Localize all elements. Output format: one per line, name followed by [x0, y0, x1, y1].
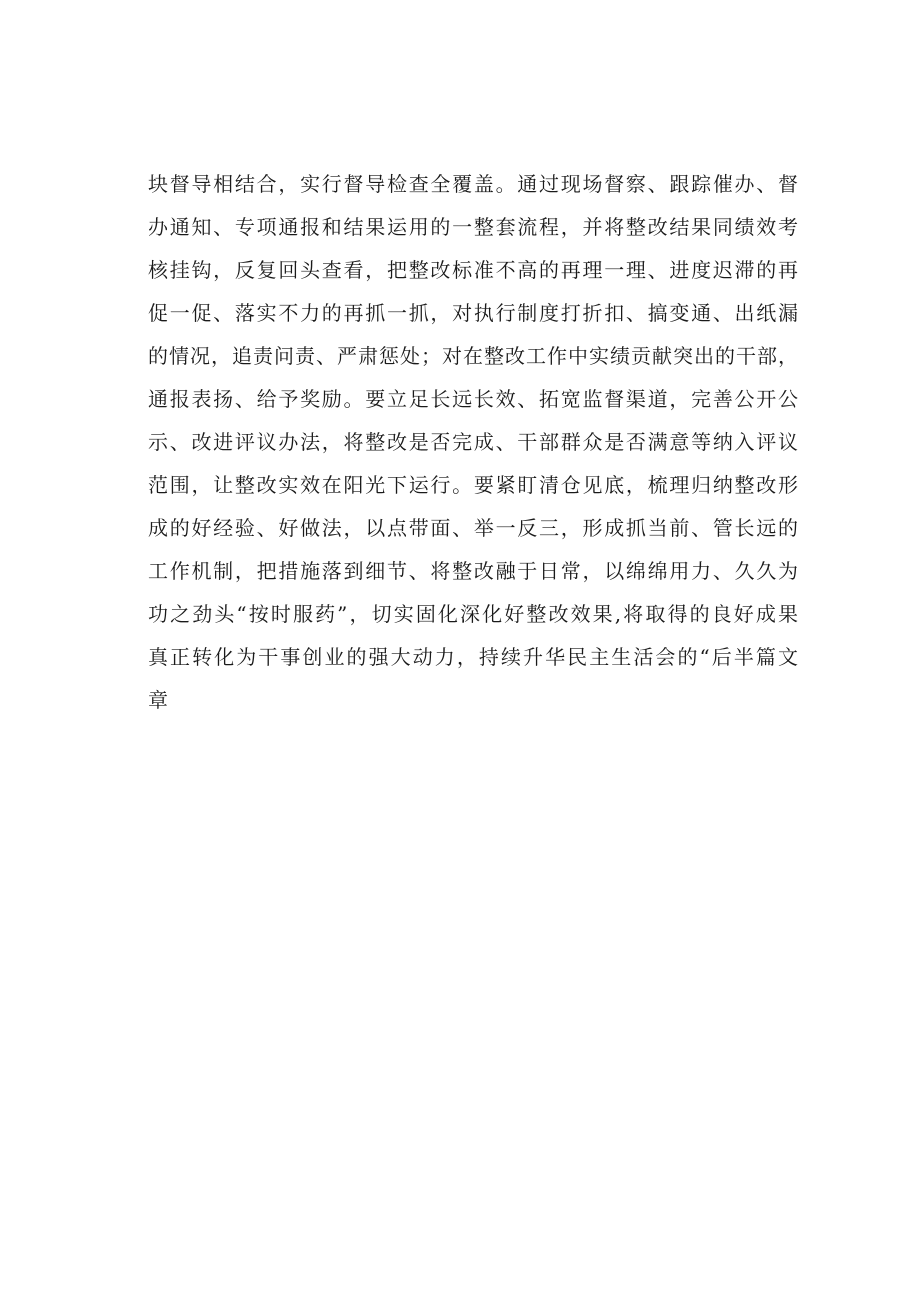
text-line-7: 示、改进评议办法，将整改是否完成、干部群众是否满意等纳入评议 — [148, 430, 798, 454]
text-line-3: 核挂钩，反复回头查看，把整改标准不高的再理一理、进度迟滞的再 — [148, 258, 798, 282]
text-line-13: 章 — [148, 688, 168, 712]
text-line-1: 块督导相结合，实行督导检查全覆盖。通过现场督察、跟踪催办、督 — [148, 172, 798, 196]
text-line-12: 真正转化为干事创业的强大动力，持续升华民主生活会的“后半篇文 — [148, 645, 798, 669]
text-line-11: 功之劲头“按时服药”，切实固化深化好整改效果,将取得的良好成果 — [148, 602, 798, 626]
text-line-2: 办通知、专项通报和结果运用的一整套流程，并将整改结果同绩效考 — [148, 215, 798, 239]
text-line-9: 成的好经验、好做法，以点带面、举一反三，形成抓当前、管长远的 — [148, 516, 798, 540]
text-line-10: 工作机制，把措施落到细节、将整改融于日常，以绵绵用力、久久为 — [148, 559, 798, 583]
text-line-8: 范围，让整改实效在阳光下运行。要紧盯清仓见底，梳理归纳整改形 — [148, 473, 798, 497]
text-line-5: 的情况，追责问责、严肃惩处；对在整改工作中实绩贡献突出的干部， — [148, 344, 798, 368]
text-line-4: 促一促、落实不力的再抓一抓，对执行制度打折扣、搞变通、出纸漏 — [148, 301, 798, 325]
text-line-6: 通报表扬、给予奖励。要立足长远长效、拓宽监督渠道，完善公开公 — [148, 387, 798, 411]
body-paragraph — [148, 163, 798, 722]
